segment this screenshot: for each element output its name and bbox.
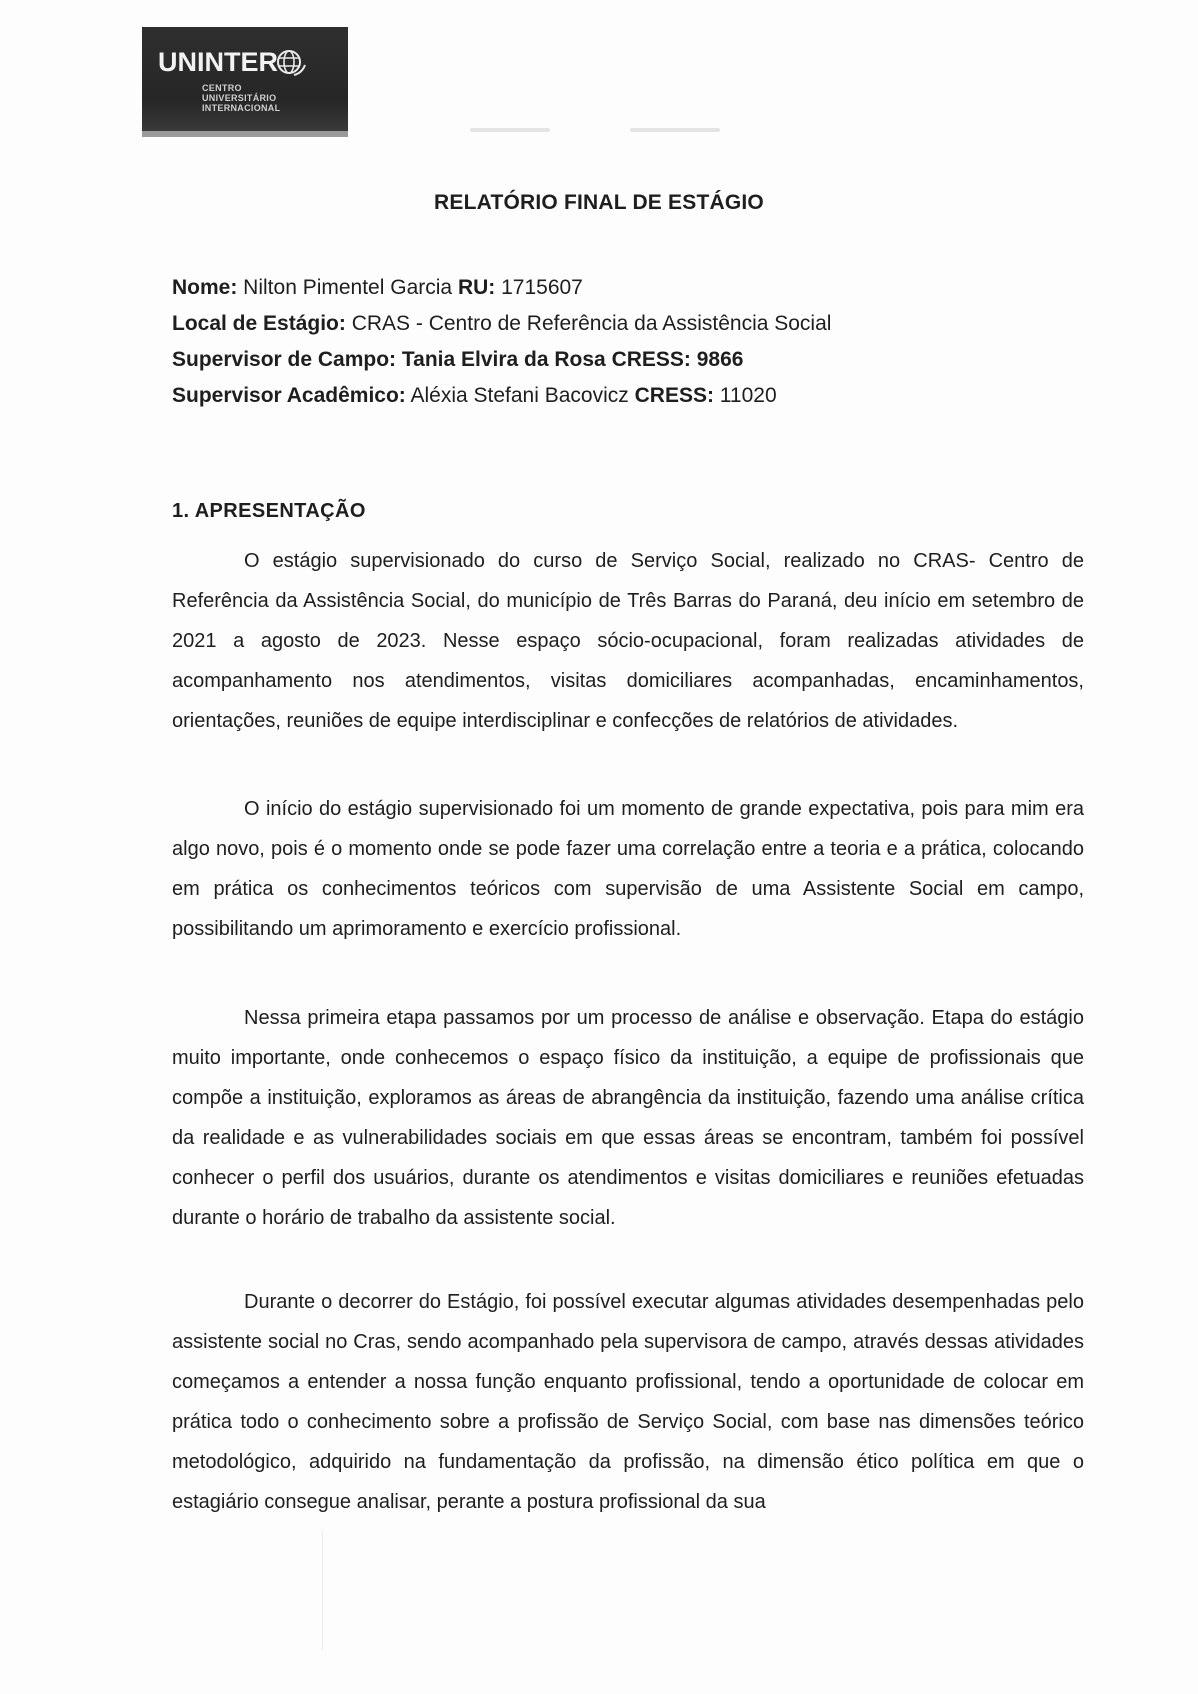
value-cress: 11020 [713, 384, 777, 407]
label-ru: RU: [457, 276, 496, 299]
value-local: CRAS - Centro de Referência da Assistência Social [345, 312, 832, 335]
uninter-logo [142, 27, 348, 137]
student-info-block [172, 270, 1092, 414]
value-ru: 1715607 [495, 276, 583, 299]
globe-icon [272, 45, 308, 81]
value-supervisor-academico: Aléxia Stefani Bacovicz [405, 384, 635, 407]
logo-subtitle-line: UNIVERSITÁRIO [202, 93, 277, 103]
info-line-name [172, 270, 1092, 306]
label-local: Local de Estágio: [172, 312, 346, 335]
logo-subtitle-line: CENTRO [202, 83, 242, 93]
scan-artifact [322, 1530, 323, 1650]
label-supervisor-academico: Supervisor Acadêmico: [172, 384, 406, 407]
scan-artifact [470, 128, 550, 132]
info-line-supervisor-campo [172, 342, 1092, 378]
logo-subtitle [202, 83, 280, 113]
scan-artifact [630, 128, 720, 132]
paragraph: O estágio supervisionado do curso de Serviço Social, realizado no CRAS- Centro de Referência da Assistência Social, do município de Três Barras do Paraná, deu início em setembro de 2021 a agosto de 2023. Nesse espaço sócio-ocupacional, foram realizadas atividades de acompanhamento nos atendimentos, visitas domiciliares acompanhadas, encaminhamentos, orientações, reuniões de equipe interdisciplinar e confecções de relatórios de atividades. [172, 550, 1084, 732]
logo-wordmark: UNINTER [158, 47, 278, 77]
paragraph: Nessa primeira etapa passamos por um processo de análise e observação. Etapa do estágio muito importante, onde conhecemos o espaço físico da instituição, a equipe de profissionais que compõe a instituição, exploramos as áreas de abrangência da instituição, fazendo uma análise crítica da realidade e as vulnerabilidades sociais em que essas áreas se encontram, também foi possível conhecer o perfil dos usuários, durante os atendimentos e visitas domiciliares e reuniões efetuadas durante o horário de trabalho da assistente social. [172, 1007, 1084, 1229]
logo-subtitle-line: INTERNACIONAL [202, 103, 281, 113]
paragraph: Durante o decorrer do Estágio, foi possível executar algumas atividades desempenhadas pelo assistente social no Cras, sendo acompanhado pela supervisora de campo, através dessas atividades começamos a entender a nossa função enquanto profissional, tendo a oportunidade de colocar em prática todo o conhecimento sobre a profissão de Serviço Social, com base nas dimensões teórico metodológico, adquirido na fundamentação da profissão, na dimensão ético política em que o estagiário consegue analisar, perante a postura profissional da sua [172, 1291, 1084, 1513]
label-nome: Nome: [172, 276, 238, 299]
supervisor-campo: Supervisor de Campo: Tania Elvira da Rosa CRESS: 9866 [172, 348, 744, 371]
info-line-local [172, 306, 1092, 342]
document-title: RELATÓRIO FINAL DE ESTÁGIO [434, 191, 764, 214]
paragraph: O início do estágio supervisionado foi um momento de grande expectativa, pois para mim era algo novo, pois é o momento onde se pode fazer uma correlação entre a teoria e a prática, colocando em prática os conhecimentos teóricos com supervisão de uma Assistente Social em campo, possibilitando um aprimoramento e exercício profissional. [172, 798, 1084, 940]
section-heading: 1. APRESENTAÇÃO [172, 500, 366, 522]
label-cress: CRESS: [634, 384, 714, 407]
info-line-supervisor-academico [172, 378, 1092, 414]
value-nome: Nilton Pimentel Garcia [237, 276, 458, 299]
